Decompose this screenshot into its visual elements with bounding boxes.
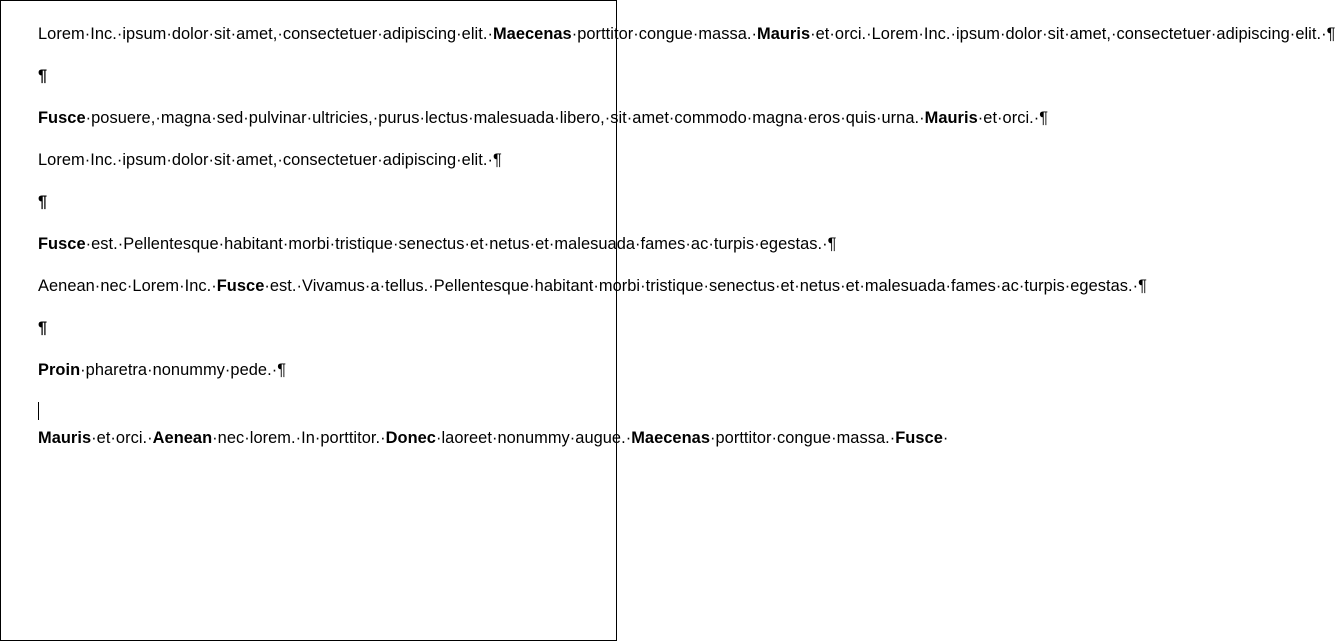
paragraph-10[interactable] [38, 399, 949, 451]
run: Aenean·nec·Lorem·Inc.· [38, 277, 217, 295]
bold-run: Mauris [924, 109, 978, 127]
bold-run: Donec [385, 429, 436, 447]
bold-run: Fusce [895, 429, 943, 447]
bold-run: Fusce [216, 277, 265, 295]
run: ·porttitor·congue·massa.· [571, 25, 757, 43]
run: ·laoreet·nonummy·augue.· [435, 429, 632, 447]
pilcrow-mark: ¶ [38, 67, 48, 85]
bold-run: Mauris [38, 429, 92, 447]
run: · [942, 429, 949, 447]
run: ·pharetra·nonummy·pede.·¶ [80, 361, 287, 379]
run: ·porttitor·congue·massa.· [709, 429, 896, 447]
run: Lorem·Inc.·ipsum·dolor·sit·amet,·consectetuer·adipiscing·elit.·¶ [38, 151, 502, 169]
document-body[interactable] [38, 21, 1335, 467]
paragraph-5[interactable] [38, 189, 598, 215]
bold-run: Maecenas [631, 429, 710, 447]
paragraph-9[interactable] [38, 357, 598, 383]
text-cursor [38, 402, 39, 420]
bold-run: Aenean [152, 429, 213, 447]
run: ·est.·Vivamus·a·tellus.·Pellentesque·habitant·morbi·tristique·senectus·et·netus·et·malesuada·fames·ac·turpis·egestas.·¶ [264, 277, 1147, 295]
bold-run: Maecenas [492, 25, 572, 43]
paragraph-4[interactable] [38, 147, 598, 173]
run: ·et·orci.·Lorem·Inc.·ipsum·dolor·sit·amet,·consectetuer·adipiscing·elit.·¶ [810, 25, 1335, 43]
bold-run: Fusce [38, 235, 86, 253]
paragraph-2[interactable] [38, 63, 598, 89]
paragraph-7[interactable] [38, 273, 1147, 299]
pilcrow-mark: ¶ [38, 319, 48, 337]
bold-run: Fusce [38, 109, 86, 127]
run: ·nec·lorem.·In·porttitor.· [212, 429, 386, 447]
bold-run: Proin [38, 361, 81, 379]
bold-run: Mauris [756, 25, 811, 43]
paragraph-8[interactable] [38, 315, 598, 341]
run: ·est.·Pellentesque·habitant·morbi·tristique·senectus·et·netus·et·malesuada·fames·ac·turpis·egestas.·¶ [85, 235, 837, 253]
run: ·posuere,·magna·sed·pulvinar·ultricies,·purus·lectus·malesuada·libero,·sit·amet·commodo·magna·eros·quis·urna.· [85, 109, 925, 127]
paragraph-6[interactable] [38, 231, 837, 257]
paragraph-1[interactable] [38, 21, 1335, 47]
run: Lorem·Inc.·ipsum·dolor·sit·amet,·consectetuer·adipiscing·elit.· [38, 25, 493, 43]
run: ·et·orci.· [91, 429, 153, 447]
pilcrow-mark: ¶ [38, 193, 48, 211]
paragraph-3[interactable] [38, 105, 1049, 131]
run: ·et·orci.·¶ [977, 109, 1049, 127]
